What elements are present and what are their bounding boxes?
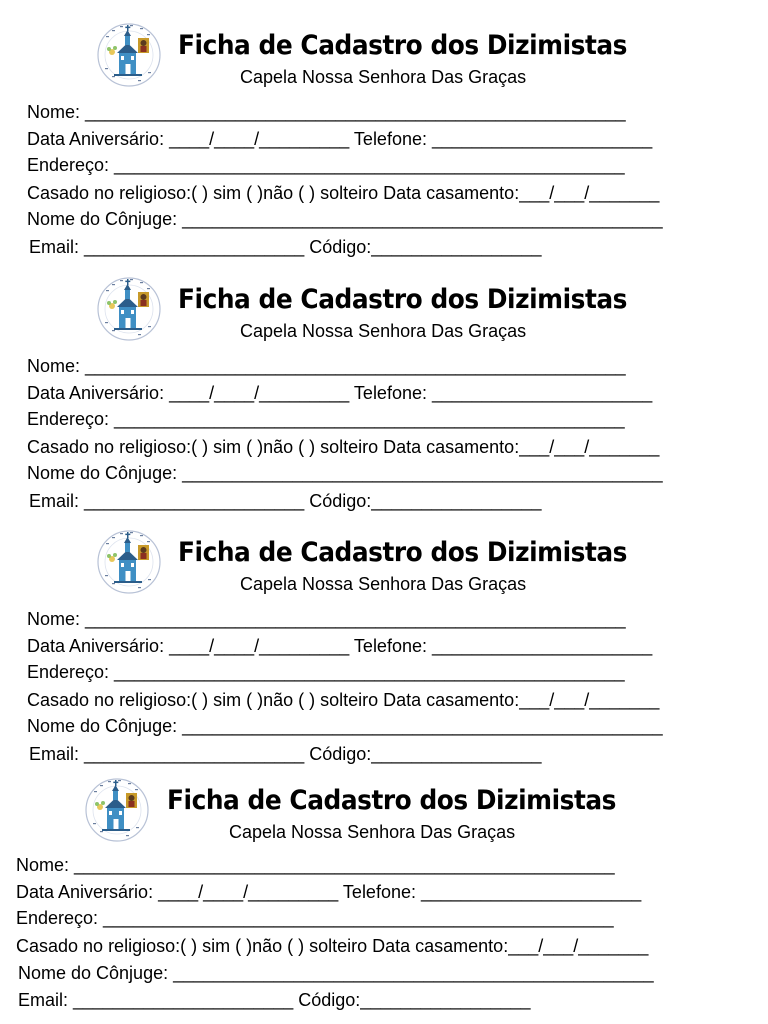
nome-field[interactable]: Nome: ______________________________________________________ [27, 609, 626, 629]
nome-field[interactable]: Nome: ______________________________________________________ [27, 356, 626, 376]
chapel-seal-logo [96, 276, 162, 342]
email-codigo-field[interactable]: Email: ______________________ Código:_________________ [18, 990, 531, 1010]
casado-religioso-field[interactable]: Casado no religioso:( ) sim ( )não ( ) solteiro Data casamento:___/___/_______ [27, 690, 660, 710]
form-title: Ficha de Cadastro dos Dizimistas [178, 30, 628, 61]
nome-field[interactable]: Nome: ______________________________________________________ [27, 102, 626, 122]
nome-field[interactable]: Nome: ______________________________________________________ [16, 855, 615, 875]
chapel-seal-icon [96, 276, 162, 342]
email-codigo-field[interactable]: Email: ______________________ Código:_________________ [29, 491, 542, 511]
endereco-field[interactable]: Endereço: ___________________________________________________ [27, 155, 625, 175]
casado-religioso-field[interactable]: Casado no religioso:( ) sim ( )não ( ) solteiro Data casamento:___/___/_______ [16, 936, 649, 956]
endereco-field[interactable]: Endereço: ___________________________________________________ [27, 409, 625, 429]
chapel-seal-icon [96, 529, 162, 595]
conjuge-field[interactable]: Nome do Cônjuge: ________________________________________________ [27, 209, 663, 229]
form-title: Ficha de Cadastro dos Dizimistas [178, 537, 628, 568]
chapel-subtitle: Capela Nossa Senhora Das Graças [229, 822, 516, 842]
tithe-form [0, 0, 768, 256]
conjuge-field[interactable]: Nome do Cônjuge: ________________________________________________ [27, 463, 663, 483]
tithe-form [0, 755, 768, 1011]
endereco-field[interactable]: Endereço: ___________________________________________________ [27, 662, 625, 682]
chapel-seal-icon [96, 22, 162, 88]
email-codigo-field[interactable]: Email: ______________________ Código:_________________ [29, 744, 542, 764]
form-title: Ficha de Cadastro dos Dizimistas [178, 284, 628, 315]
email-codigo-field[interactable]: Email: ______________________ Código:_________________ [29, 237, 542, 257]
casado-religioso-field[interactable]: Casado no religioso:( ) sim ( )não ( ) solteiro Data casamento:___/___/_______ [27, 183, 660, 203]
aniversario-telefone-field[interactable]: Data Aniversário: ____/____/_________ Telefone: ______________________ [16, 882, 642, 902]
endereco-field[interactable]: Endereço: ___________________________________________________ [16, 908, 614, 928]
chapel-seal-logo [96, 529, 162, 595]
chapel-subtitle: Capela Nossa Senhora Das Graças [240, 574, 527, 594]
conjuge-field[interactable]: Nome do Cônjuge: ________________________________________________ [27, 716, 663, 736]
aniversario-telefone-field[interactable]: Data Aniversário: ____/____/_________ Telefone: ______________________ [27, 383, 653, 403]
chapel-seal-icon [84, 777, 150, 843]
chapel-seal-logo [84, 777, 150, 843]
conjuge-field[interactable]: Nome do Cônjuge: ________________________________________________ [18, 963, 654, 983]
chapel-seal-logo [96, 22, 162, 88]
chapel-subtitle: Capela Nossa Senhora Das Graças [240, 321, 527, 341]
aniversario-telefone-field[interactable]: Data Aniversário: ____/____/_________ Telefone: ______________________ [27, 636, 653, 656]
aniversario-telefone-field[interactable]: Data Aniversário: ____/____/_________ Telefone: ______________________ [27, 129, 653, 149]
casado-religioso-field[interactable]: Casado no religioso:( ) sim ( )não ( ) solteiro Data casamento:___/___/_______ [27, 437, 660, 457]
tithe-form [0, 254, 768, 510]
tithe-form [0, 507, 768, 763]
form-title: Ficha de Cadastro dos Dizimistas [167, 785, 617, 816]
chapel-subtitle: Capela Nossa Senhora Das Graças [240, 67, 527, 87]
